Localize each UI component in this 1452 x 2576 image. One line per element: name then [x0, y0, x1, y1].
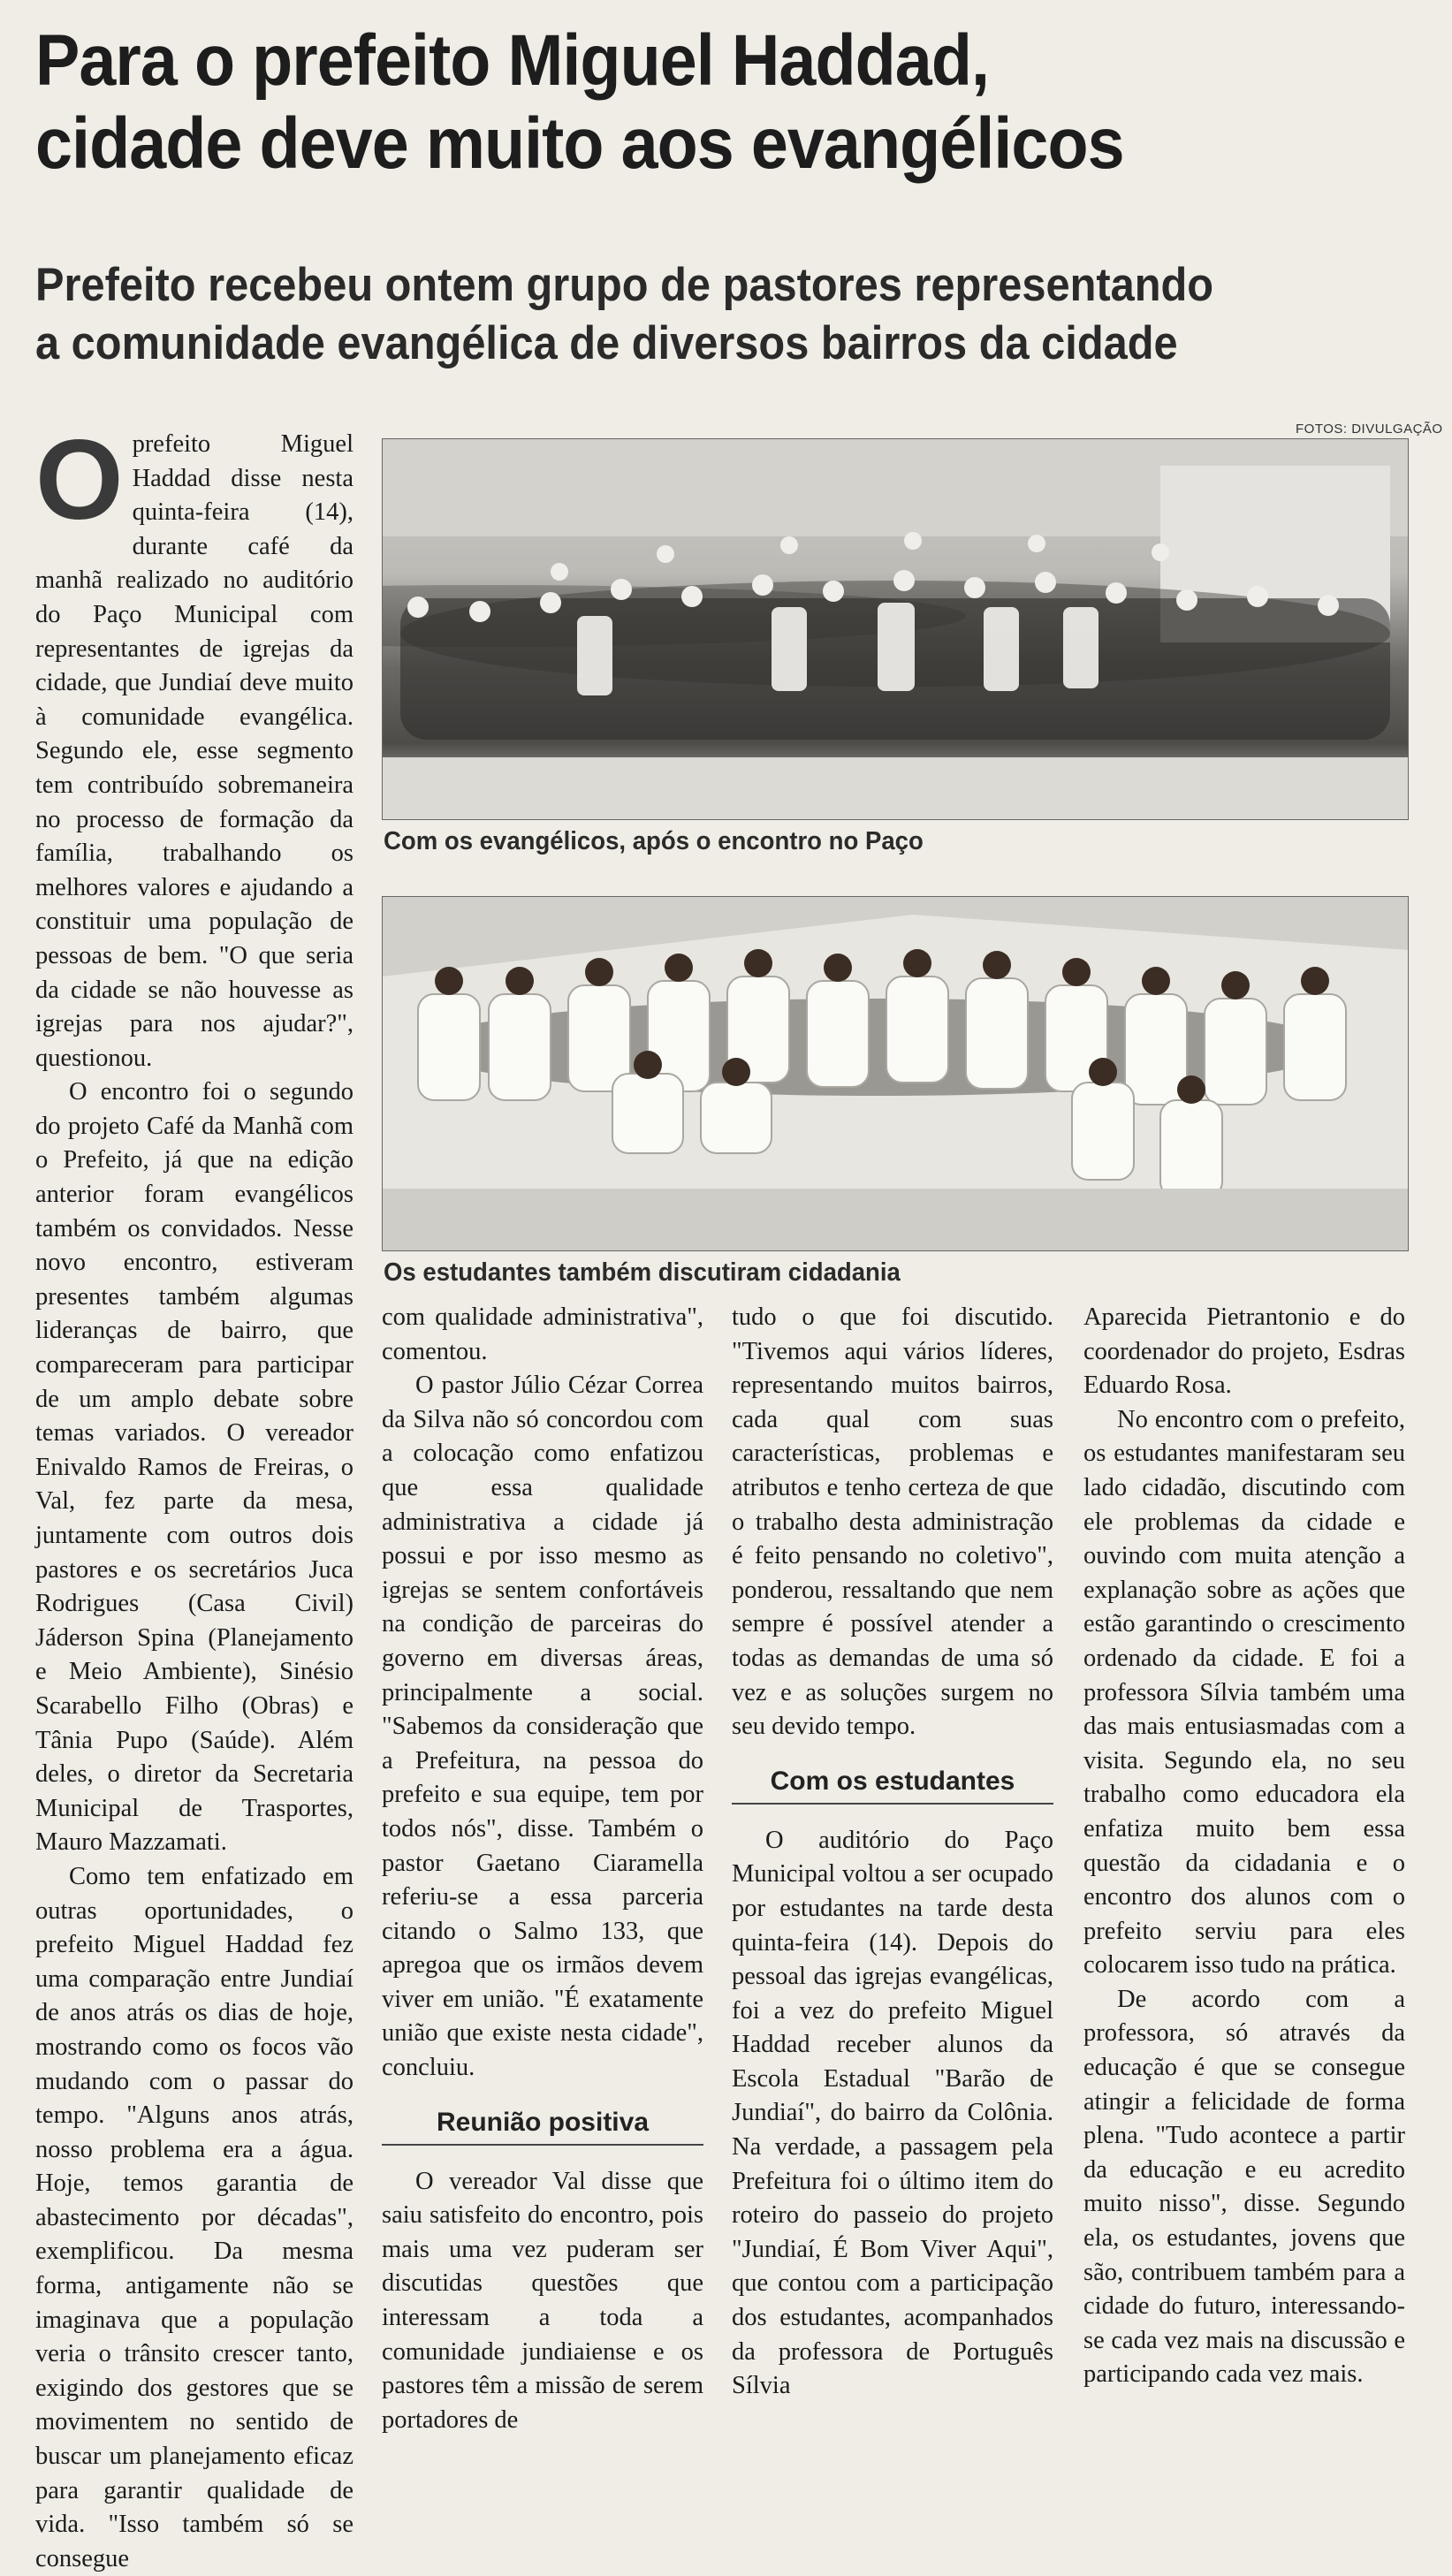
paragraph-text: prefeito Miguel Haddad disse nesta quinta-feira (14), durante café da manhã realizado no auditório do Paço Municipal com representantes de igrejas da cidade, que Jundiaí deve muito à comunidade evangélica. Segundo ele, esse segmento tem contribuído sobremaneira no processo de formação da família, trabalhando os melhores valores e ajudando a constituir uma população de pessoas de bem. "O que seria da cidade se não houvesse as igrejas para nos ajudar?", questionou.	[35, 430, 353, 1072]
headline-line-1: Para o prefeito Miguel Haddad,	[35, 20, 990, 101]
group-photo-students	[382, 896, 1409, 1251]
paragraph: Como tem enfatizado em outras oportunidades, o prefeito Miguel Haddad fez uma comparação entre Jundiaí de anos atrás os dias de hoje, mostrando como os focos vão mudando com o passar do tempo. "Alguns anos atrás, nosso problema era a água. Hoje, temos garantia de abastecimento por décadas", exemplificou. Da mesma forma, antigamente não se imaginava que a população veria o trânsito crescer tanto, exigindo dos gestores que se movimentem no sentido de buscar um planejamento eficaz para garantir qualidade de vida. "Isso também só se consegue	[35, 1862, 353, 2572]
paragraph: O pastor Júlio Cézar Correa da Silva não só concordou com a colocação como enfatizou que essa qualidade administrativa a cidade já possui e por isso mesmo as igrejas se sentem confortáveis na condição de parceiras do governo em diversas áreas, principalmente a social. "Sabemos da consideração que a Prefeitura, na pessoa do prefeito e sua equipe, tem por todos nós", disse. Também o pastor Gaetano Ciaramella referiu-se a essa parceria citando o Salmo 133, que apregoa que os irmãos devem viver em união. "É exatamente união que existe nesta cidade", concluiu.	[382, 1372, 703, 2082]
paragraph: No encontro com o prefeito, os estudantes manifestaram seu lado cidadão, discutindo com ele problemas da cidade e ouvindo com muita atenção a explanação sobre as ações que estão garantindo o crescimento ordenado da cidade. E foi a professora Sílvia também uma das mais entusiasmadas com a visita. Segundo ela, no seu trabalho como educadora ela enfatiza muito bem essa questão da cidadania e o encontro dos alunos com o prefeito serviu para eles colocarem isso tudo na prática.	[1083, 1405, 1405, 1979]
article-column-1	[35, 417, 353, 2576]
paragraph: O encontro foi o segundo do projeto Café da Manhã com o Prefeito, já que na edição anterior foram evangélicos também os convidados. Nesse novo encontro, estiveram presentes também algumas lideranças de bairro, que compareceram para participar de um amplo debate sobre temas variados. O vereador Enivaldo Ramos de Freiras, o Val, fez parte da mesa, juntamente com outros dois pastores e os secretários Juca Rodrigues (Casa Civil) Jáderson Spina (Planejamento e Meio Ambiente), Sinésio Scarabello Filho (Obras) e Tânia Pupo (Saúde). Além deles, o diretor da Secretaria Municipal de Trasportes, Mauro Mazzamati.	[35, 1078, 353, 1857]
paragraph: tudo o que foi discutido. "Tivemos aqui vários líderes, representando muitos bairros, cada qual com suas características, problemas e atributos e tenho certeza de que o trabalho desta administração é feito pensando no coletivo", ponderou, ressaltando que nem sempre é possível atender a todas as demandas de uma só vez e as soluções surgem no seu devido tempo.	[732, 1303, 1053, 1741]
photo-caption-students: Os estudantes também discutiram cidadania	[384, 1258, 901, 1287]
paragraph: De acordo com a professora, só através da educação é que se consegue atingir a felicidade de forma plena. "Tudo acontece a partir da educação e eu acredito muito nisso", disse. Segundo ela, os estudantes, jovens que são, contribuem também para a cidade do futuro, interessando-se cada vez mais na discussão e participando cada vez mais.	[1083, 1985, 1405, 2389]
paragraph: Aparecida Pietrantonio e do coordenador do projeto, Esdras Eduardo Rosa.	[1083, 1303, 1405, 1400]
paragraph: O vereador Val disse que saiu satisfeito do encontro, pois mais uma vez puderam ser discutidas questões que interessam a toda a comunidade jundiaiense e os pastores têm a missão de serem portadores de	[382, 2167, 703, 2434]
paragraph	[35, 417, 353, 1075]
photo-credit: FOTOS: DIVULGAÇÃO	[1296, 422, 1443, 437]
article-column-3	[732, 1301, 1053, 2404]
section-subtitle-reuniao: Reunião positiva	[382, 2105, 703, 2146]
paragraph: O auditório do Paço Municipal voltou a ser ocupado por estudantes na tarde desta quinta-feira (14). Depois do pessoal das igrejas evangélicas, foi a vez do prefeito Miguel Haddad receber alunos da Escola Estadual "Barão de Jundiaí", do bairro da Colônia. Na verdade, a passagem pela Prefeitura foi o último item do roteiro do passeio do projeto "Jundiaí, É Bom Viver Aqui", que contou com a participação dos estudantes, acompanhados da professora de Português Sílvia	[732, 1826, 1053, 2400]
subheadline	[35, 256, 1255, 373]
article-column-2	[382, 1301, 703, 2437]
headline	[35, 19, 1320, 186]
photo-caption-evangelicals: Com os evangélicos, após o encontro no Paço	[384, 827, 924, 855]
section-subtitle-estudantes: Com os estudantes	[732, 1764, 1053, 1805]
subheadline-line-1: Prefeito recebeu ontem grupo de pastores representando	[35, 259, 1214, 311]
headline-line-2: cidade deve muito aos evangélicos	[35, 103, 1124, 184]
subheadline-line-2: a comunidade evangélica de diversos bairros da cidade	[35, 317, 1178, 369]
group-photo-students-image	[383, 897, 1408, 1250]
group-photo-evangelicals	[382, 438, 1409, 820]
article-column-4	[1083, 1301, 1405, 2392]
group-photo-evangelicals-image	[383, 439, 1408, 819]
paragraph: com qualidade administrativa", comentou.	[382, 1303, 703, 1365]
drop-cap: O	[35, 417, 124, 543]
